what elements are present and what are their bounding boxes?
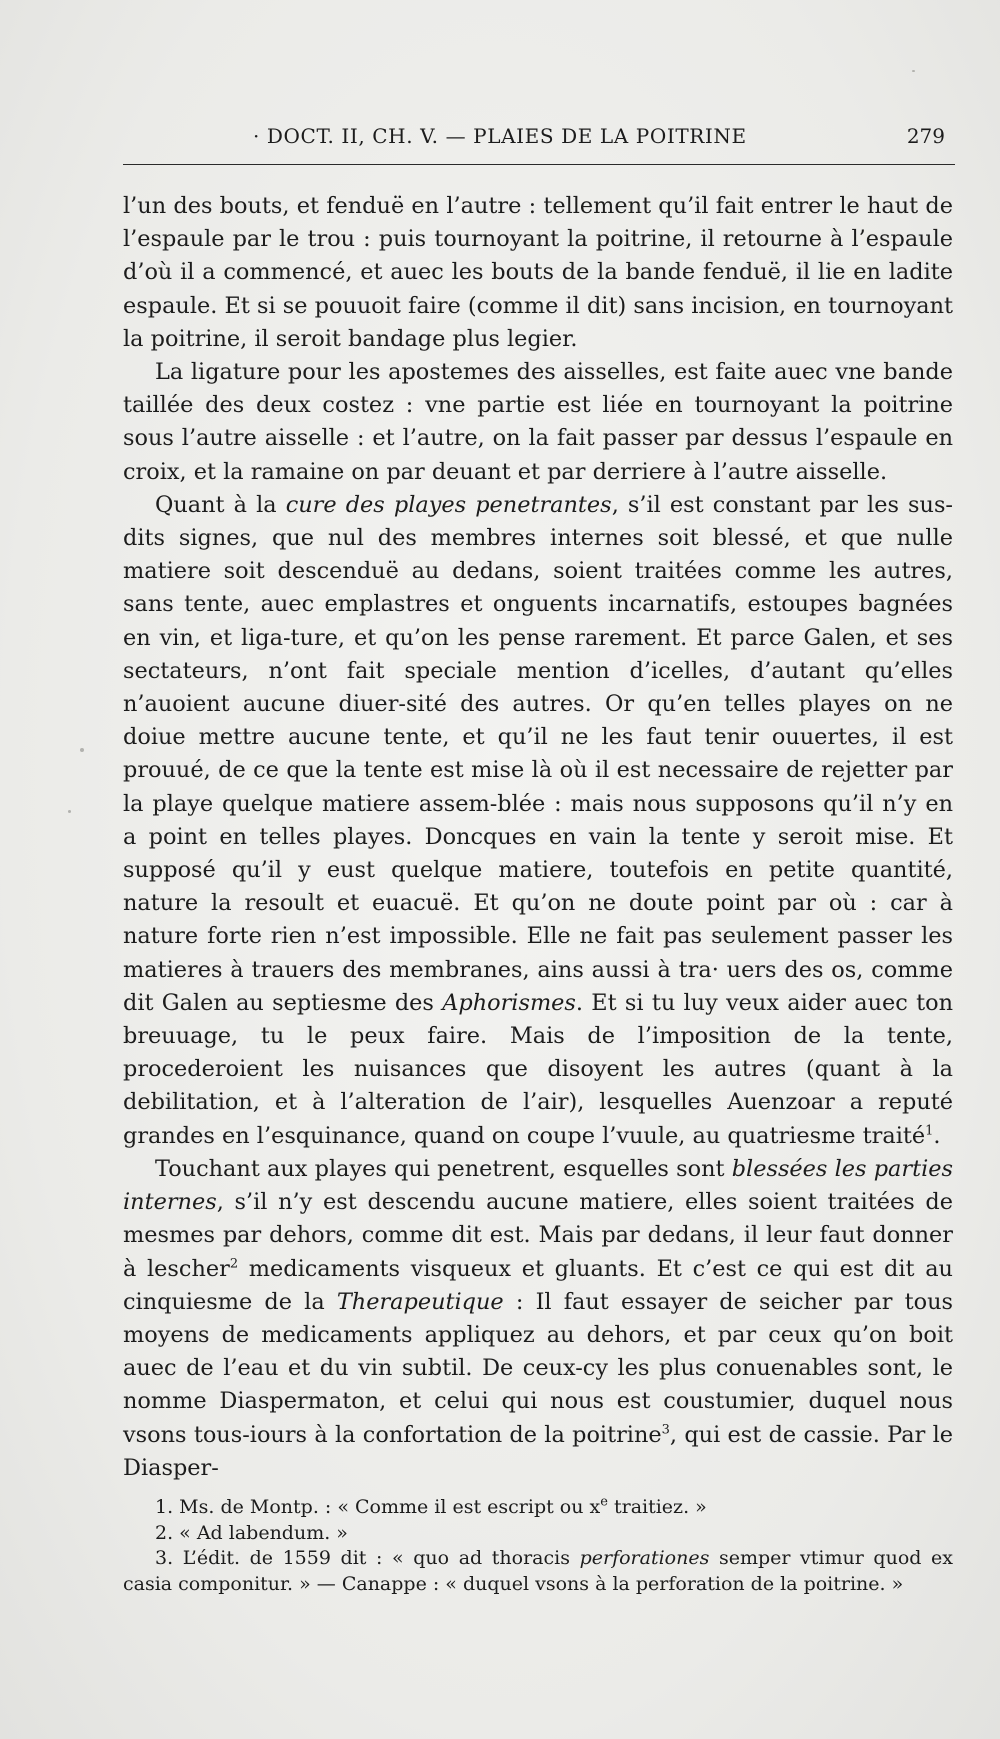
text-run: .	[933, 1122, 941, 1149]
paper-speck	[68, 810, 71, 813]
italic-phrase: blessées les parties internes	[123, 1155, 954, 1216]
text-run: , s’il est constant par les sus-dits signes, que nul des membres internes soit blessé, et que nulle matiere soit descenduë au dedans, soient traitées comme les autres, sans tente, auec emplastres et onguents incarnatifs, estoupes bagnées en vin, et liga-ture, et qu’on les pense rarement. Et parce Galen, et ses sectateurs, n’ont fait speciale mention d’icelles, d’autant qu’elles n’auoient aucune diuer-sité des autres. Or qu’en telles playes on ne doiue mettre aucune tente, et qu’il ne les faut tenir ouuertes, il est prouué, de ce que la tente est mise là où il est necessaire de rejetter par la playe quelque matiere assem-blée : mais nous supposons qu’il n’y en a point en telles playes. Doncques en vain la tente y seroit mise. Et supposé qu’il y eust quelque matiere, toutefois en petite quantité, nature la resoult et euacuë. Et qu’on ne doute point par où : car à nature forte rien n’est impossible. Elle ne fait pas seulement passer les matieres à trauers des membranes, ains aussi à tra· uers des os, comme dit Galen au septiesme des	[123, 491, 953, 1016]
footnote-1	[123, 1495, 953, 1521]
text-run: semper vtimur quod ex casia componitur. » — Canappe : « duquel vsons à la perforation de la poitrine. »	[123, 1547, 953, 1595]
italic-phrase: perforationes	[579, 1547, 710, 1569]
paragraph-3	[123, 489, 953, 1153]
text-run: Touchant aux playes qui penetrent, esquelles sont	[155, 1155, 732, 1182]
footnote-ref-3: 3	[661, 1422, 670, 1438]
paragraph-2: La ligature pour les apostemes des aisselles, est faite auec vne bande taillée des deux costez : vne partie est liée en tournoyant la poitrine sous l’autre aisselle : et l’autre, on la fait passer par dessus l’espaule en croix, et la ramaine on par deuant et par derriere à l’autre aisselle.	[123, 359, 953, 485]
footnote-2: 2. « Ad labendum. »	[155, 1521, 348, 1544]
text-run: , qui est de cassie. Par le Diasper-	[123, 1421, 954, 1481]
italic-phrase: Aphorismes	[442, 989, 576, 1016]
page-number: 279	[906, 124, 945, 148]
running-head	[123, 118, 955, 165]
superscript: e	[600, 1494, 608, 1510]
paper-speck	[80, 748, 84, 752]
footnote-ref-1: 1	[925, 1123, 934, 1139]
text-run: . Et si tu luy veux aider auec ton breuuage, tu le peux faire. Mais de l’imposition de la tente, procederoient les nuisances que disoyent les autres (quant à la debilitation, et à l’alteration de l’air), lesquelles Auenzoar a reputé grandes en l’esquinance, quand on coupe l’vuule, au quatriesme traité	[123, 989, 953, 1149]
italic-phrase: Therapeutique	[336, 1288, 504, 1315]
text-run: traitiez. »	[607, 1496, 707, 1518]
text-run: Quant à la	[155, 491, 286, 518]
text-run: : Il faut essayer de seicher par tous moyens de medicaments appliquez au dehors, et par ceux qu’on boit auec de l’eau et du vin subtil. De ceux-cy les plus conuenables sont, le nomme Diaspermaton, et celui qui nous est coustumier, duquel nous vsons tous-iours à la confortation de la poitrine	[123, 1288, 953, 1448]
paragraph-4	[123, 1153, 953, 1485]
body-text	[123, 190, 953, 1485]
text-run: , s’il n’y est descendu aucune matiere, elles soient traitées de mesmes par dehors, comme dit est. Mais par dedans, il leur faut donner à lescher	[123, 1189, 953, 1282]
italic-phrase: cure des playes penetrantes	[285, 491, 612, 518]
footnote-ref-2: 2	[229, 1256, 239, 1272]
text-run: medicaments visqueux et gluants. Et c’est ce qui est dit au cinquiesme de la	[123, 1255, 953, 1315]
paper-speck	[912, 70, 915, 72]
footnote-3	[123, 1546, 953, 1597]
running-title: · DOCT. II, CH. V. — PLAIES DE LA POITRINE	[253, 124, 747, 148]
text-run: 3. L’édit. de 1559 dit : « quo ad thoracis	[155, 1547, 580, 1569]
text-run: 1. Ms. de Montp. : « Comme il est escript ou x	[155, 1496, 601, 1518]
paragraph-1: l’un des bouts, et fenduë en l’autre : tellement qu’il fait entrer le haut de l’espaule par le trou : puis tournoyant la poitrine, il retourne à l’espaule d’où il a commencé, et auec les bouts de la bande fenduë, il lie en ladite espaule. Et si se pouuoit faire (comme il dit) sans incision, en tournoyant la poitrine, il seroit bandage plus legier.	[123, 193, 953, 352]
footnotes	[123, 1495, 953, 1597]
